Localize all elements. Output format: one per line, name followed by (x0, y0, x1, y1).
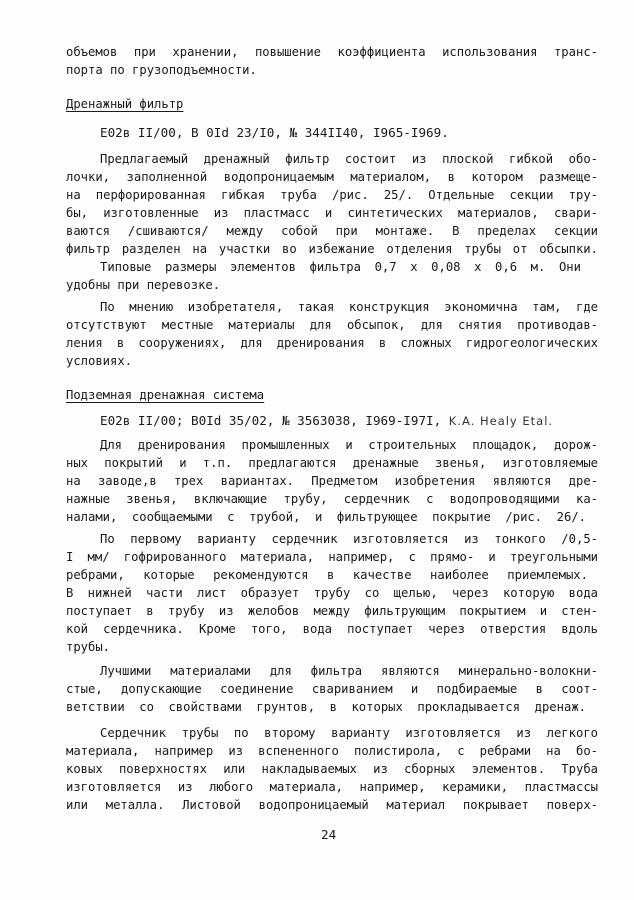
authors-annotation: K.A. Healy Etal. (448, 414, 554, 428)
text-line: ных покрытий и т.п. предлагаются дренажные звенья, изготовляемые (66, 456, 598, 470)
page-number: 24 (321, 827, 337, 842)
text-line: поступает в трубу из желобов между фильтрующим покрытием и стен- (66, 604, 598, 618)
text-line: В нижней части лист образует трубу со щелью, через которую вода (66, 586, 598, 600)
section-heading-drainage-filter: Дренажный фильтр (66, 97, 184, 111)
text-line: трубы. (66, 640, 111, 654)
text-line: на перфорированная гибкая труба /рис. 25/. Отдельные секции тру- (66, 188, 598, 202)
text-line: ковых поверхностях или накладываемых из сборных элементов. Труба (66, 762, 598, 776)
text-line: ветствии со свойствами грунтов, в которых прокладывается дренаж. (66, 700, 586, 714)
text-line: стые, допускающие соединение свариванием и подбираемые в соот- (66, 682, 598, 696)
text-line: условиях. (66, 354, 133, 368)
text-line: ребрами, которые рекомендуются в качестве наиболее приемлемых. (66, 568, 588, 582)
text-line: удобны при перевозке. (66, 278, 221, 292)
text-line: отсутствуют местные материалы для обсыпок, для снятия противодав- (66, 318, 598, 332)
text-line: бы, изготовленные из пластмасс и синтетических материалов, свари- (66, 206, 598, 220)
text-line: ваются /сшиваются/ между собой при монтаже. В пределах секции (66, 224, 598, 238)
classification-code-text: Е02в II/00; В0Id 35/02, № 3563038, I969-I97I, (100, 413, 442, 428)
text-line: По мнению изобретателя, такая конструкция экономична там, где (100, 300, 598, 314)
text-line: налами, сообщаемыми с трубой, и фильтрующее покрытие /рис. 26/. (66, 510, 586, 524)
text-line: Лучшими материалами для фильтра являются минерально-волокни- (100, 664, 598, 678)
text-line: нажные звенья, включающие трубу, сердечник с водопроводящими ка- (66, 492, 598, 506)
text-line: По первому варианту сердечник изготовляется из тонкого /0,5- (100, 532, 598, 546)
text-line: кой сердечника. Кроме того, вода поступает через отверстия вдоль (66, 622, 598, 636)
text-line: фильтр разделен на участки во избежание отделения трубы от обсыпки. (66, 242, 598, 256)
section-heading-underground-drainage-system: Подземная дренажная система (66, 388, 265, 402)
text-line: или металла. Листовой водопроницаемый материал покрывает поверх- (66, 798, 598, 812)
text-line: объемов при хранении, повышение коэффициента использования транс- (66, 45, 598, 59)
text-line: лочки, заполненной водопроницаемым материалом, в котором размеще- (66, 170, 598, 184)
text-line: ления в сооружениях, для дренирования в сложных гидрогеологических (66, 336, 598, 350)
classification-code: Е02в II/00, В 0Id 23/I0, № 344II40, I965-I969. (100, 125, 449, 140)
text-line: порта по грузоподъемности. (66, 63, 257, 77)
text-line: Для дренирования промышленных и строительных площадок, дорож- (100, 438, 598, 452)
text-line: Сердечник трубы по второму варианту изготовляется из легкого (100, 726, 598, 740)
text-line: на заводе,в трех вариантах. Предметом изобретения являются дре- (66, 474, 598, 488)
text-line: материала, например из вспененного полистирола, с ребрами на бо- (66, 744, 598, 758)
classification-code (100, 412, 553, 430)
text-line: I мм/ гофрированного материала, например, с прямо- и треугольными (66, 550, 598, 564)
text-line: Типовые размеры элементов фильтра 0,7 х 0,08 х 0,6 м. Они (100, 260, 581, 274)
text-line: Предлагаемый дренажный фильтр состоит из плоской гибкой обо- (100, 152, 598, 166)
text-line: изготовляется из любого материала, например, керамики, пластмассы (66, 780, 598, 794)
